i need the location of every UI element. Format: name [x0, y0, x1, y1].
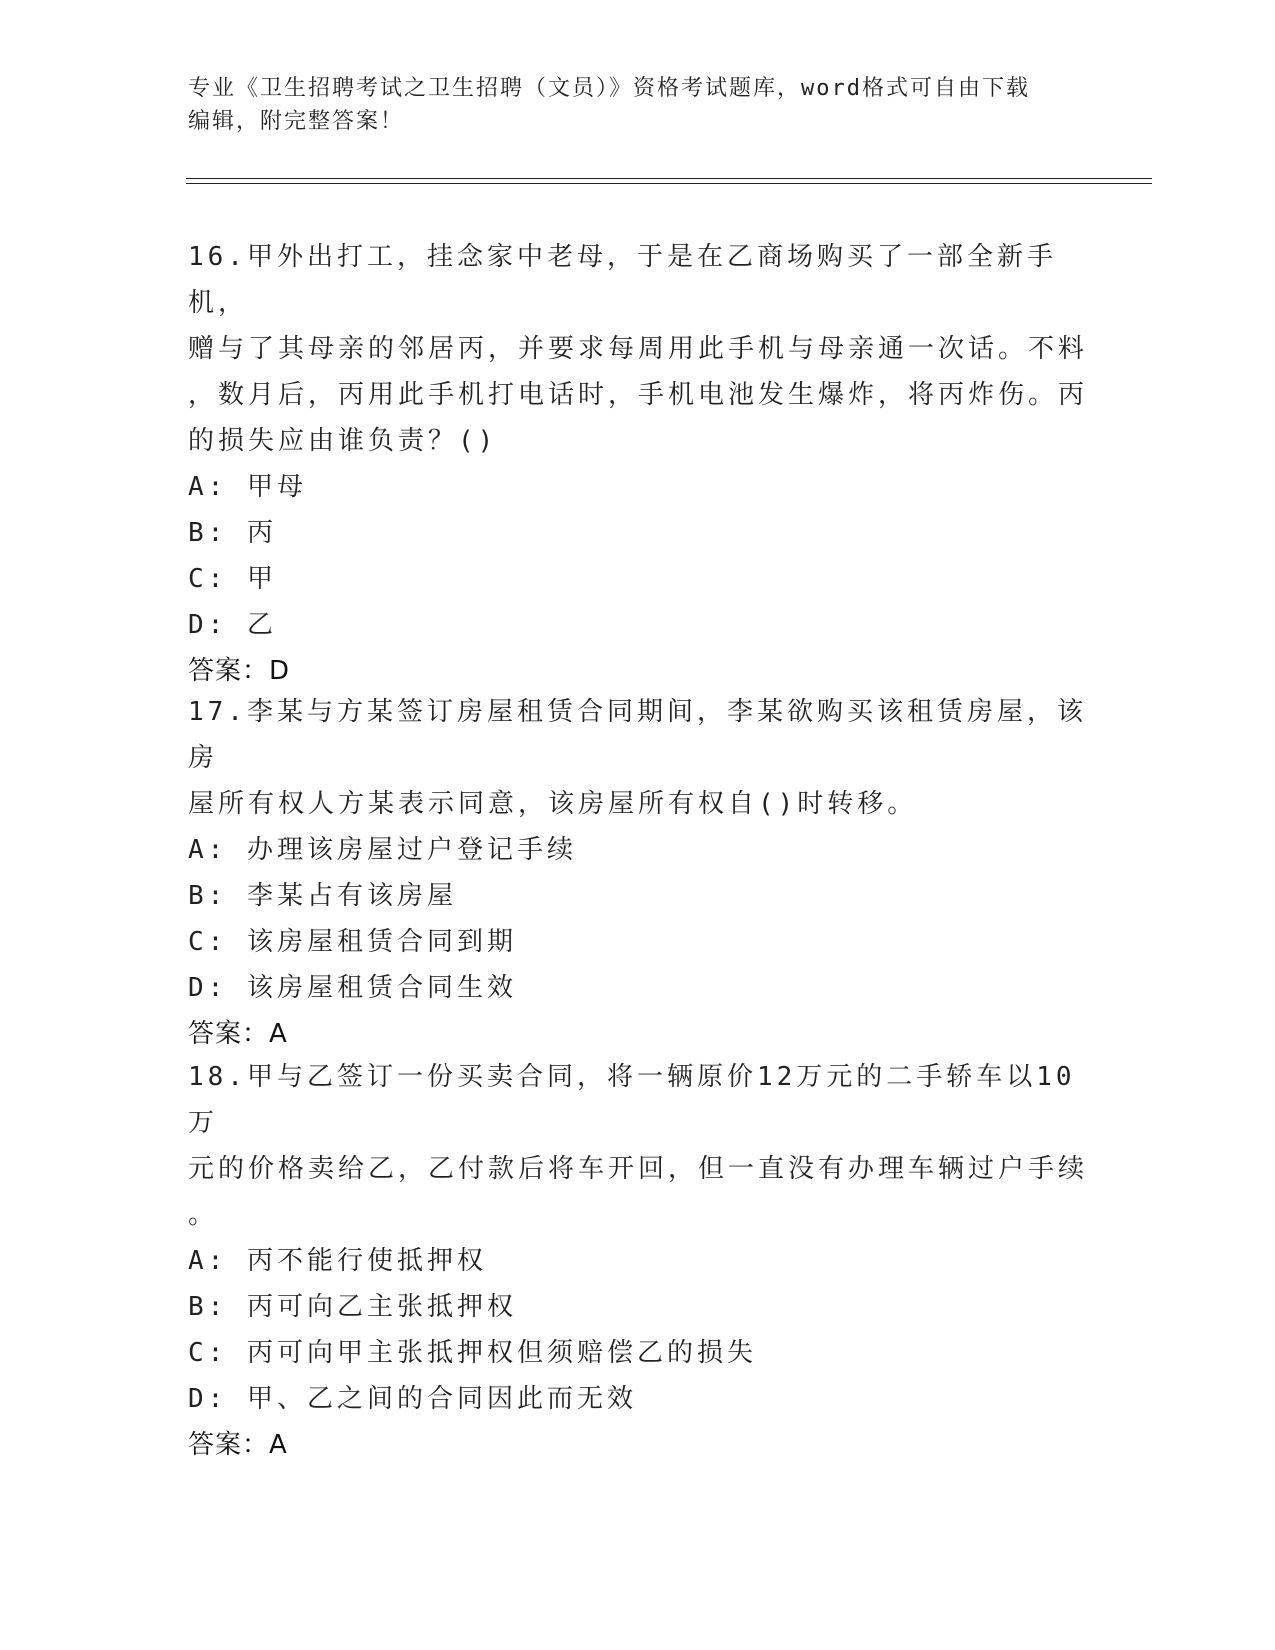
option-c: C: 丙可向甲主张抵押权但须赔偿乙的损失: [188, 1338, 757, 1368]
option-a: A: 丙不能行使抵押权: [188, 1246, 487, 1276]
answer-line: 答案：A: [188, 1019, 288, 1049]
question-16: [188, 234, 1088, 694]
question-stem: 17.李某与方某签订房屋租赁合同期间，李某欲购买该租赁房屋，该房 屋所有权人方某表示同意，该房屋所有权自()时转移。: [188, 697, 1087, 819]
header-line-1: 专业《卫生招聘考试之卫生招聘（文员）》资格考试题库，word格式可自由下载: [188, 76, 1030, 101]
option-a: A: 办理该房屋过户登记手续: [188, 835, 577, 865]
option-d: D: 该房屋租赁合同生效: [188, 973, 517, 1003]
option-d: D: 乙: [188, 610, 277, 640]
header-line-2: 编辑，附完整答案！: [188, 109, 405, 134]
option-b: B: 李某占有该房屋: [188, 881, 457, 911]
option-b: B: 丙: [188, 518, 277, 548]
option-d: D: 甲、乙之间的合同因此而无效: [188, 1384, 637, 1414]
header-divider-top: [186, 178, 1152, 179]
option-a: A: 甲母: [188, 472, 307, 502]
answer-line: 答案：A: [188, 1430, 288, 1460]
header-divider-bottom: [186, 183, 1152, 184]
question-17: [188, 689, 1088, 1057]
question-stem: 18.甲与乙签订一份买卖合同，将一辆原价12万元的二手轿车以10万 元的价格卖给乙，乙付款后将车开回，但一直没有办理车辆过户手续 。: [188, 1062, 1089, 1230]
document-header: [188, 72, 1068, 138]
option-b: B: 丙可向乙主张抵押权: [188, 1292, 517, 1322]
question-stem: 16.甲外出打工，挂念家中老母，于是在乙商场购买了一部全新手机， 赠与了其母亲的邻居丙，并要求每周用此手机与母亲通一次话。不料 ，数月后，丙用此手机打电话时，手机电池发生爆炸，将丙炸伤。丙 的损失应由谁负责？(): [188, 242, 1089, 456]
option-c: C: 该房屋租赁合同到期: [188, 927, 517, 957]
answer-line: 答案：D: [188, 656, 291, 686]
question-18: [188, 1054, 1088, 1468]
option-c: C: 甲: [188, 564, 277, 594]
